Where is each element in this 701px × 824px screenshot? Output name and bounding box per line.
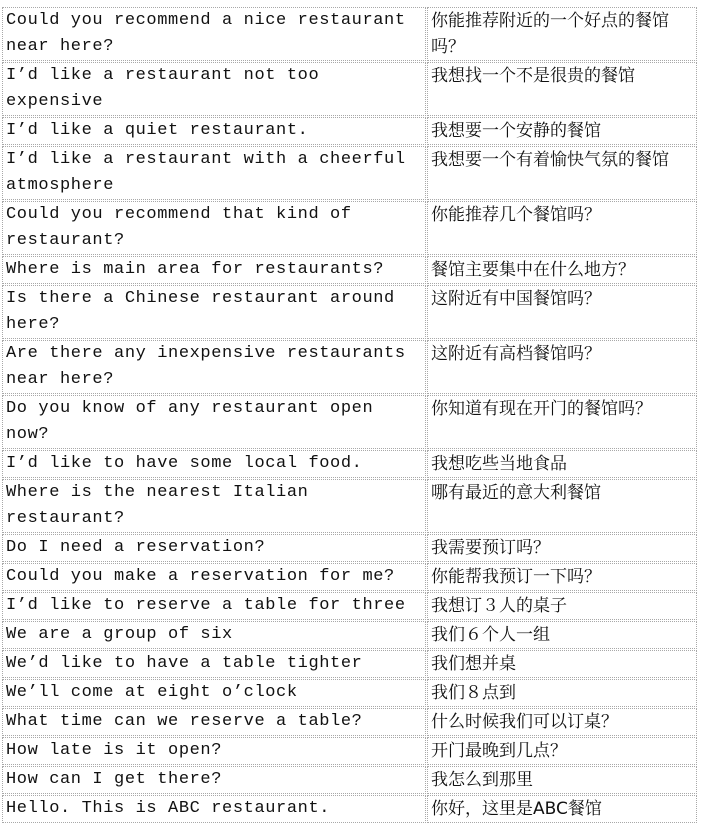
table-row	[2, 62, 697, 116]
table-row	[2, 201, 697, 255]
chinese-translation-cell: 我想要一个有着愉快气氛的餐馆	[427, 146, 697, 200]
chinese-translation-cell: 什么时候我们可以订桌？	[427, 708, 697, 736]
table-row	[2, 650, 697, 678]
english-phrase-cell: Do you know of any restaurant open now?	[2, 395, 426, 449]
chinese-translation-cell: 我们８点到	[427, 679, 697, 707]
table-row	[2, 340, 697, 394]
chinese-translation-cell: 餐馆主要集中在什么地方？	[427, 256, 697, 284]
table-row	[2, 285, 697, 339]
english-phrase-cell: I’d like to reserve a table for three	[2, 592, 426, 620]
table-row	[2, 679, 697, 707]
phrase-table-body	[2, 7, 697, 823]
chinese-translation-cell: 我想要一个安静的餐馆	[427, 117, 697, 145]
english-phrase-cell: Where is main area for restaurants?	[2, 256, 426, 284]
english-phrase-cell: Are there any inexpensive restaurants near here?	[2, 340, 426, 394]
table-row	[2, 146, 697, 200]
english-phrase-cell: Is there a Chinese restaurant around here?	[2, 285, 426, 339]
english-phrase-cell: I’d like a restaurant with a cheerful atmosphere	[2, 146, 426, 200]
table-row	[2, 534, 697, 562]
chinese-translation-cell: 你知道有现在开门的餐馆吗？	[427, 395, 697, 449]
english-phrase-cell: Hello. This is ABC restaurant.	[2, 795, 426, 823]
english-phrase-cell: How late is it open?	[2, 737, 426, 765]
english-phrase-cell: I’d like a quiet restaurant.	[2, 117, 426, 145]
english-phrase-cell: Could you recommend that kind of restaurant?	[2, 201, 426, 255]
english-phrase-cell: We are a group of six	[2, 621, 426, 649]
english-phrase-cell: Do I need a reservation?	[2, 534, 426, 562]
chinese-translation-cell: 你能推荐几个餐馆吗？	[427, 201, 697, 255]
chinese-translation-cell: 我想订３人的桌子	[427, 592, 697, 620]
chinese-translation-cell: 这附近有高档餐馆吗？	[427, 340, 697, 394]
english-phrase-cell: We’ll come at eight o’clock	[2, 679, 426, 707]
chinese-translation-cell: 我需要预订吗？	[427, 534, 697, 562]
table-row	[2, 395, 697, 449]
chinese-translation-cell: 我怎么到那里	[427, 766, 697, 794]
chinese-translation-cell: 我们６个人一组	[427, 621, 697, 649]
table-row	[2, 795, 697, 823]
english-phrase-cell: Could you make a reservation for me?	[2, 563, 426, 591]
table-row	[2, 7, 697, 61]
table-row	[2, 766, 697, 794]
chinese-translation-cell: 你能推荐附近的一个好点的餐馆吗？	[427, 7, 697, 61]
english-phrase-cell: I’d like to have some local food.	[2, 450, 426, 478]
chinese-translation-cell: 开门最晚到几点？	[427, 737, 697, 765]
table-row	[2, 708, 697, 736]
phrase-table	[1, 6, 698, 824]
table-row	[2, 117, 697, 145]
table-row	[2, 563, 697, 591]
chinese-translation-cell: 这附近有中国餐馆吗？	[427, 285, 697, 339]
chinese-translation-cell: 我想吃些当地食品	[427, 450, 697, 478]
chinese-translation-cell: 哪有最近的意大利餐馆	[427, 479, 697, 533]
table-row	[2, 737, 697, 765]
english-phrase-cell: What time can we reserve a table?	[2, 708, 426, 736]
english-phrase-cell: How can I get there?	[2, 766, 426, 794]
chinese-translation-cell: 我想找一个不是很贵的餐馆	[427, 62, 697, 116]
table-row	[2, 621, 697, 649]
table-row	[2, 479, 697, 533]
table-row	[2, 450, 697, 478]
english-phrase-cell: Could you recommend a nice restaurant near here?	[2, 7, 426, 61]
chinese-translation-cell: 我们想并桌	[427, 650, 697, 678]
chinese-translation-cell: 你能帮我预订一下吗？	[427, 563, 697, 591]
english-phrase-cell: We’d like to have a table tighter	[2, 650, 426, 678]
chinese-translation-cell: 你好，这里是ABC餐馆	[427, 795, 697, 823]
table-row	[2, 256, 697, 284]
table-row	[2, 592, 697, 620]
english-phrase-cell: Where is the nearest Italian restaurant?	[2, 479, 426, 533]
english-phrase-cell: I’d like a restaurant not too expensive	[2, 62, 426, 116]
